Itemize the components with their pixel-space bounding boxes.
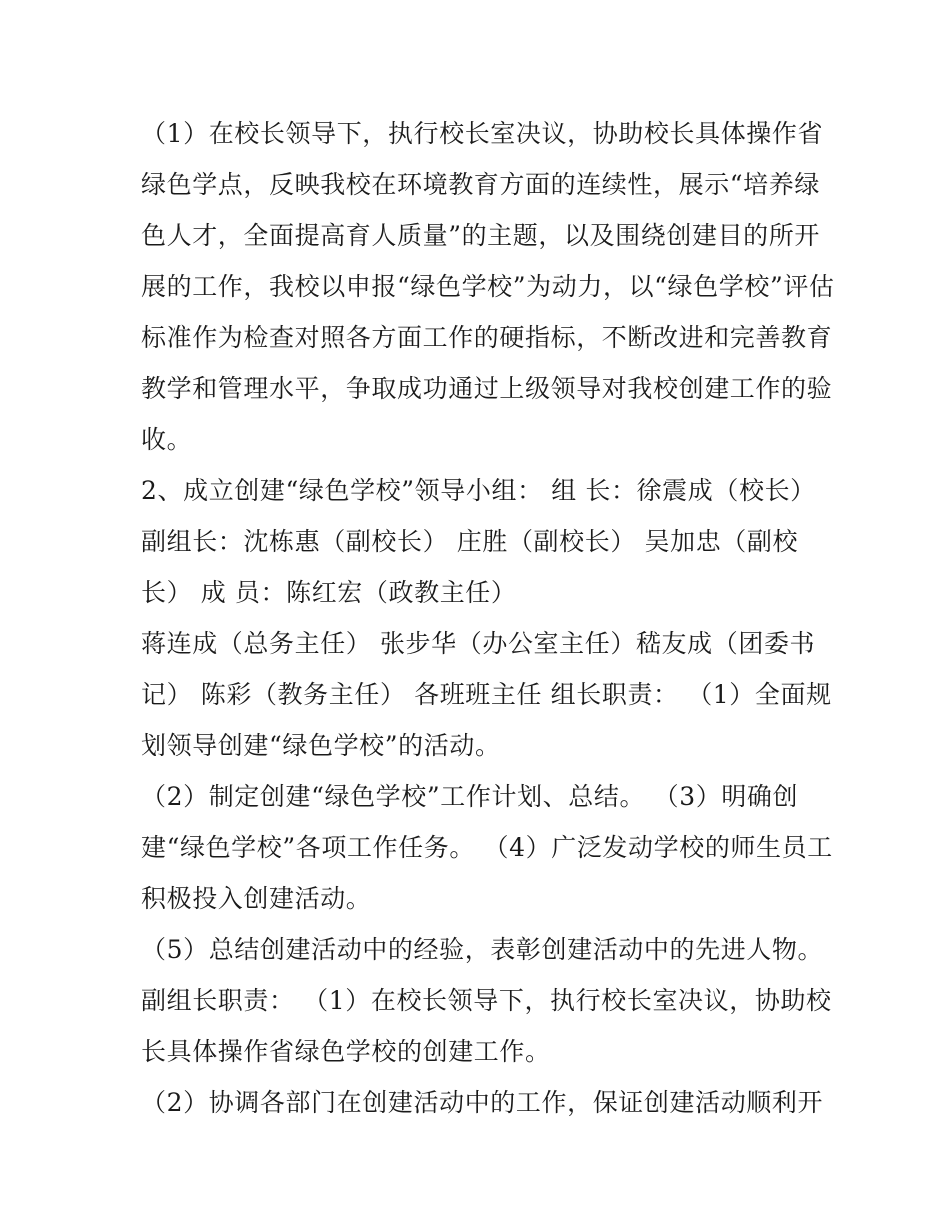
text-line: （1）在校长领导下，执行校长室决议，协助校长具体操作省: [141, 119, 824, 148]
text-line: 副组长职责： （1）在校长领导下，执行校长室决议，协助校: [141, 986, 832, 1015]
body-text: [141, 108, 835, 1128]
text-line: （2）制定创建“绿色学校”工作计划、总结。 （3）明确创: [141, 782, 799, 811]
text-line: （5）总结创建活动中的经验，表彰创建活动中的先进人物。: [141, 935, 824, 964]
text-line: 副组长：沈栋惠（副校长） 庄胜（副校长） 吴加忠（副校: [141, 527, 799, 556]
text-line: 蒋连成（总务主任） 张步华（办公室主任）嵇友成（团委书: [141, 629, 816, 658]
text-line: 2、成立创建“绿色学校”领导小组： 组 长：徐震成（校长）: [141, 476, 816, 505]
text-line: 建“绿色学校”各项工作任务。 （4）广泛发动学校的师生员工: [141, 833, 833, 862]
text-line: 标准作为检查对照各方面工作的硬指标，不断改进和完善教育: [141, 323, 833, 352]
text-line: 划领导创建“绿色学校”的活动。: [141, 731, 501, 760]
text-line: 长具体操作省绿色学校的创建工作。: [141, 1037, 551, 1066]
text-line: 收。: [141, 425, 193, 454]
text-line: 记） 陈彩（教务主任） 各班班主任 组长职责： （1）全面规: [141, 680, 832, 709]
text-line: （2）协调各部门在创建活动中的工作，保证创建活动顺利开: [141, 1088, 824, 1117]
text-line: 积极投入创建活动。: [141, 884, 372, 913]
text-line: 展的工作，我校以申报“绿色学校”为动力，以“绿色学校”评估: [141, 272, 835, 301]
text-line: 教学和管理水平，争取成功通过上级领导对我校创建工作的验: [141, 374, 833, 403]
text-line: 绿色学点，反映我校在环境教育方面的连续性，展示“培养绿: [141, 170, 820, 199]
text-line: 色人才，全面提高育人质量”的主题，以及围绕创建目的所开: [141, 221, 820, 250]
text-line: 长） 成 员：陈红宏（政教主任）: [141, 578, 517, 607]
